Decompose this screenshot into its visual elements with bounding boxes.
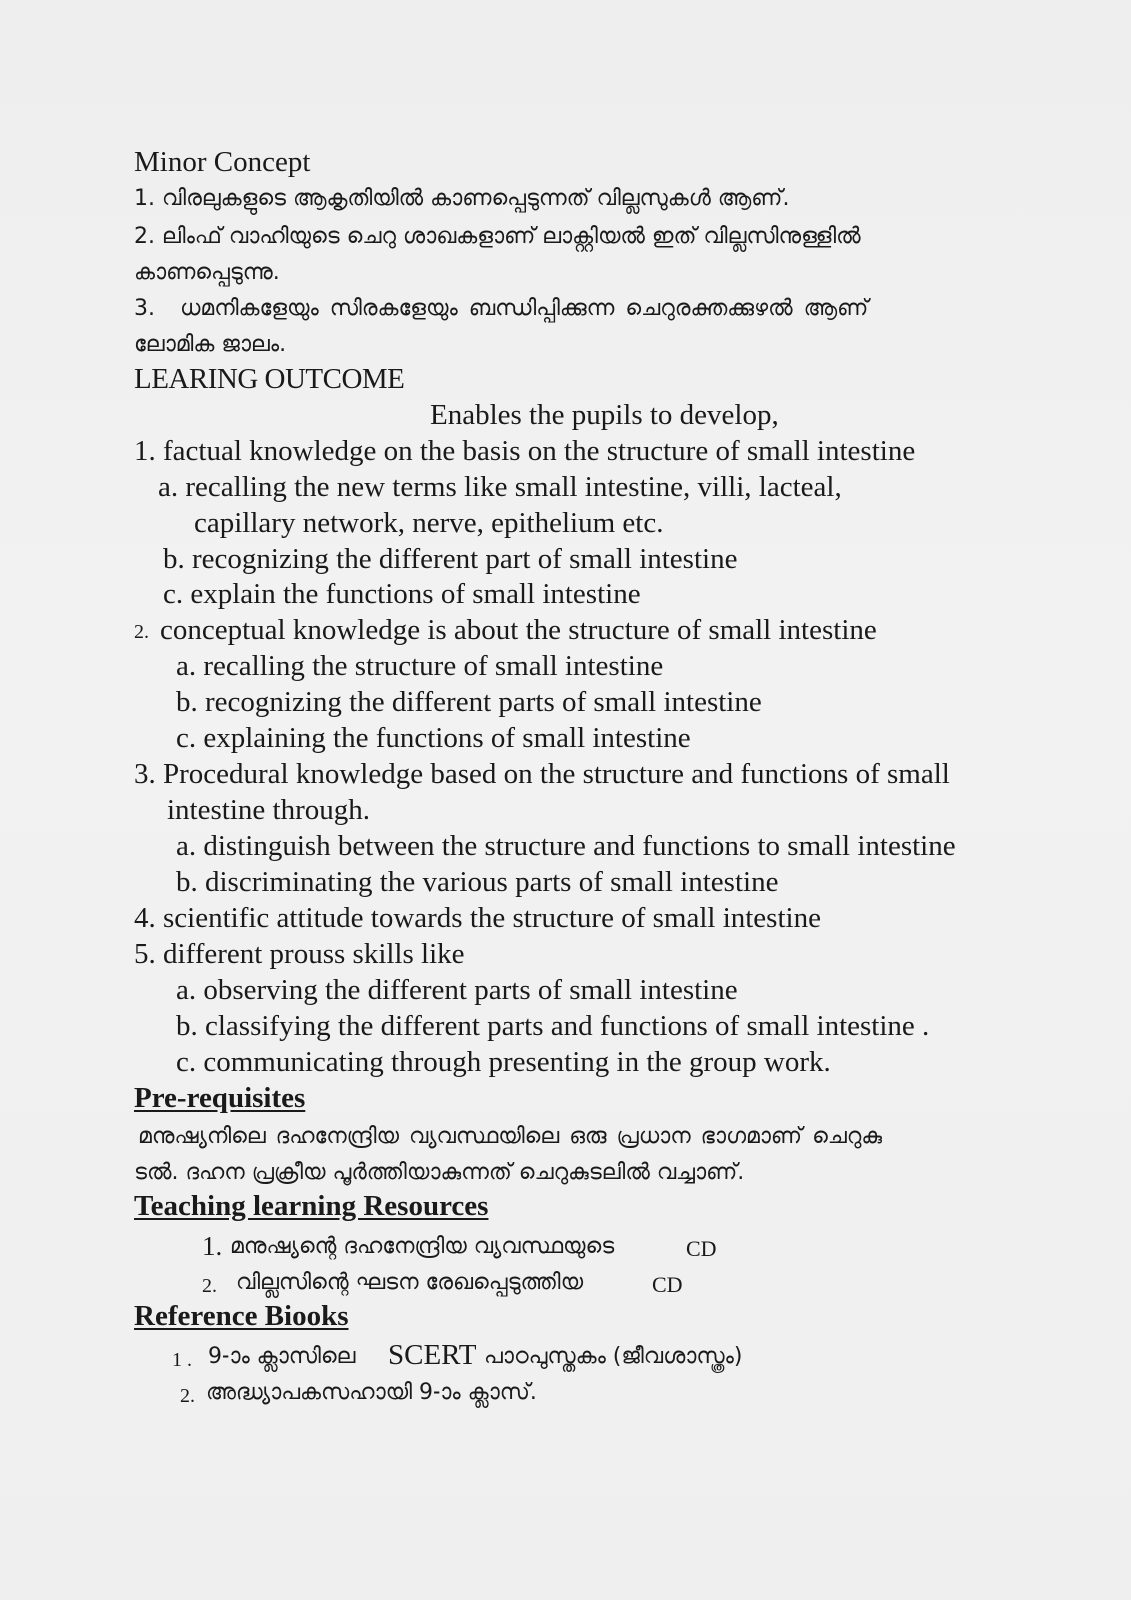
reference-1-part-b: പാഠപുസ്തകം (ജീവശാസ്ത്രം) [484,1344,743,1369]
prerequisites-line-1: മനുഷ്യനിലെ ദഹനേന്ദ്രിയ വ്യവസ്ഥയിലെ ഒരു പ്രധാന ഭാഗമാണ് ചെറുകു [138,1124,883,1149]
reference-heading: Reference Biooks [134,1300,349,1332]
outcome-3b: b. discriminating the various parts of small intestine [176,866,779,898]
minor-concept-item-3-line-1: ധമനികളേയും സിരകളേയും ബന്ധിപ്പിക്കുന്ന ചെറുരക്തക്കുഴൽ ആണ് [180,296,869,321]
resource-2-number: 2. [202,1275,217,1297]
minor-concept-item-2-line-1: 2. ലിംഫ് വാഹിയുടെ ചെറു ശാഖകളാണ് ലാക്റ്റിയൽ ഇത് വില്ലസിനുള്ളിൽ [134,224,861,249]
resource-2-cd: CD [652,1272,683,1297]
reference-2-number: 2. [180,1385,195,1407]
minor-concept-item-3-number: 3. [134,296,155,321]
outcome-5b: b. classifying the different parts and functions of small intestine . [176,1010,930,1042]
outcome-1a-line-2: capillary network, nerve, epithelium etc. [194,507,664,539]
outcome-4: 4. scientific attitude towards the structure of small intestine [134,902,821,934]
learning-outcome-intro: Enables the pupils to develop, [430,399,779,431]
reference-1-number: 1 . [172,1349,192,1371]
minor-concept-item-3-line-2: ലോമിക ജാലം. [134,332,287,357]
outcome-3-line-1: 3. Procedural knowledge based on the structure and functions of small [134,758,950,790]
resource-1-text: മനുഷ്യന്റെ ദഹനേന്ദ്രിയ വ്യവസ്ഥയുടെ [230,1234,615,1259]
outcome-2-number: 2. [134,621,149,643]
minor-concept-item-1: 1. വിരലുകളുടെ ആകൃതിയിൽ കാണപ്പെടുന്നത് വില്ലസുകൾ ആണ്. [134,186,790,211]
minor-concept-item-2-line-2: കാണപ്പെടുന്നു. [134,260,280,285]
minor-concept-title: Minor Concept [134,146,311,178]
resource-1-number: 1. [202,1231,223,1261]
outcome-2: conceptual knowledge is about the structure of small intestine [160,614,877,646]
outcome-1c: c. explain the functions of small intestine [163,578,641,610]
outcome-5a: a. observing the different parts of small intestine [176,974,738,1006]
outcome-5c: c. communicating through presenting in the group work. [176,1046,831,1078]
outcome-5: 5. different prouss skills like [134,938,465,970]
outcome-1b: b. recognizing the different part of small intestine [163,543,738,575]
reference-2-text: അദ്ധ്യാപകസഹായി 9-ാം ക്ലാസ്. [206,1380,537,1405]
outcome-3-line-2: intestine through. [167,794,370,826]
outcome-1: 1. factual knowledge on the basis on the structure of small intestine [134,435,916,467]
resource-2-text: വില്ലസിന്റെ ഘടന രേഖപ്പെടുത്തിയ [236,1270,584,1295]
outcome-2a: a. recalling the structure of small intestine [176,650,664,682]
prerequisites-line-2: ടൽ. ദഹന പ്രക്രീയ പൂർത്തിയാകുന്നത് ചെറുകുടലിൽ വച്ചാണ്. [134,1160,745,1185]
resources-heading: Teaching learning Resources [134,1190,489,1222]
reference-1-scert: SCERT [388,1339,477,1371]
outcome-2b: b. recognizing the different parts of small intestine [176,686,762,718]
outcome-3a: a. distinguish between the structure and functions to small intestine [176,830,956,862]
outcome-1a-line-1: a. recalling the new terms like small intestine, villi, lacteal, [158,471,842,503]
resource-1-cd: CD [686,1236,717,1261]
outcome-2c: c. explaining the functions of small intestine [176,722,691,754]
prerequisites-heading: Pre-requisites [134,1082,306,1114]
reference-1-part-a: 9-ാം ക്ലാസിലെ [208,1344,356,1369]
learning-outcome-title: LEARING OUTCOME [134,363,405,395]
